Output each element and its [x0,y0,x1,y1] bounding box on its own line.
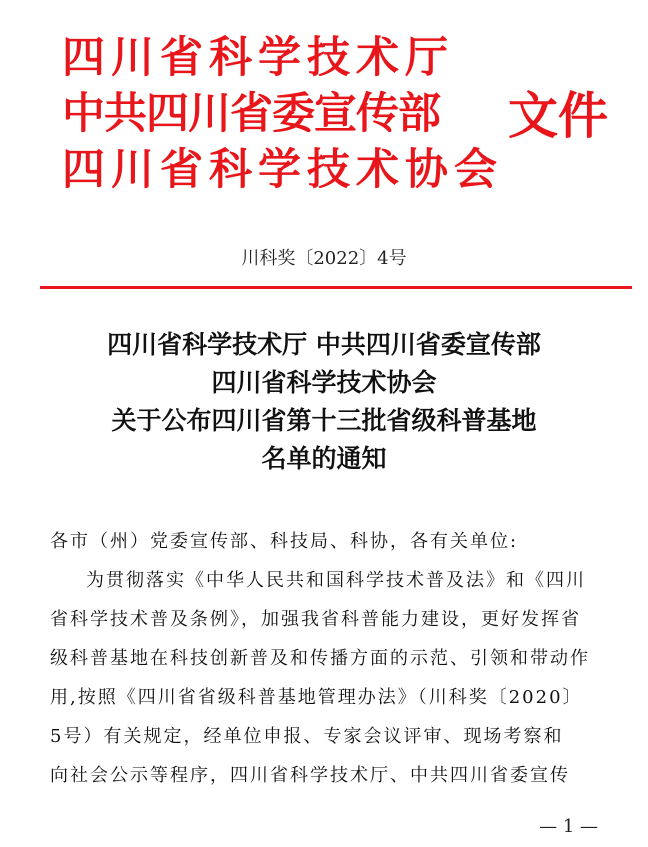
document-number: 川科奖〔2022〕4号 [241,248,407,269]
issuing-authorities [62,30,542,198]
salutation: 各市（州）党委宣传部、科技局、科协，各有关单位: [50,531,519,552]
title-line: 四川省科学技术厅 中共四川省委宣传部 [107,330,541,359]
body-line: 为贯彻落实《中华人民共和国科学技术普及法》和《四川 [86,570,586,591]
title-line: 名单的通知 [261,444,387,473]
body-line: 用,按照《四川省省级科普基地管理办法》（川科奖〔2020〕 [50,687,583,708]
body-line: 级科普基地在科技创新普及和传播方面的示范、引领和带动作 [50,648,590,669]
notice-title [30,326,618,478]
issuer-science-association: 四川省科学技术协会 [62,145,503,195]
issuer-propaganda-department: 中共四川省委宣传部 [62,89,440,139]
title-line: 关于公布四川省第十三批省级科普基地 [111,406,537,435]
page-number: — 1 — [539,816,598,837]
title-line: 四川省科学技术协会 [211,368,437,397]
body-line: 5号）有关规定，经单位申报、专家会议评审、现场考察和 [50,726,564,747]
document-word: 文件 [508,87,608,145]
notice-body [50,522,610,795]
body-line: 向社会公示等程序，四川省科学技术厅、中共四川省委宣传 [50,765,570,786]
red-divider [40,286,632,289]
issuer-science-department: 四川省科学技术厅 [62,33,454,83]
body-line: 省科学技术普及条例》，加强我省科普能力建设，更好发挥省 [50,609,581,630]
